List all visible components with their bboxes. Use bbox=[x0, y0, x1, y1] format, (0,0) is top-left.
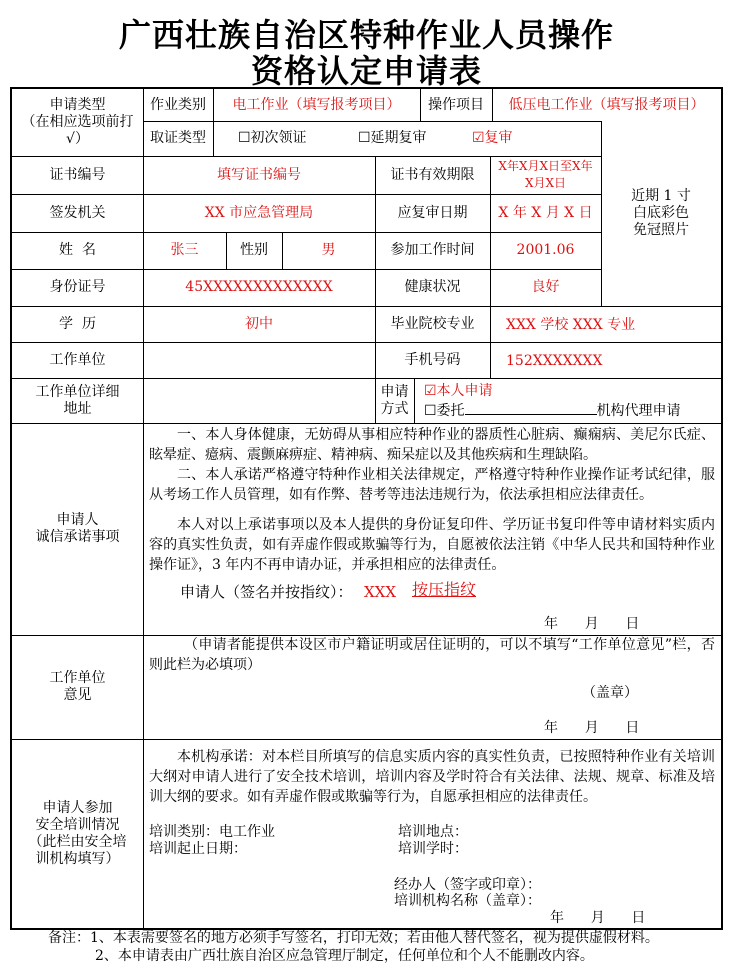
validity-label: 证书有效期限 bbox=[390, 166, 475, 183]
name-label: 姓 名 bbox=[59, 242, 96, 258]
pledge-label: 申请人 诚信承诺事项 bbox=[35, 512, 120, 545]
photo-placeholder: 近期 1 寸 白底彩色 免冠照片 bbox=[631, 188, 691, 238]
fingerprint-area[interactable]: 按压指纹 bbox=[412, 580, 477, 599]
form-title-line2: 资格认定申请表 bbox=[250, 52, 482, 90]
apply-method-label: 申请 方式 bbox=[380, 383, 409, 417]
review-date-label: 应复审日期 bbox=[397, 204, 468, 221]
pledge-date[interactable]: 年 月 日 bbox=[544, 616, 640, 632]
op-item-label: 操作项目 bbox=[428, 96, 484, 113]
entrust-blank[interactable] bbox=[465, 402, 597, 415]
work-category-value[interactable]: 电工作业（填写报考项目） bbox=[232, 96, 401, 113]
name-value[interactable]: 张三 bbox=[170, 242, 199, 258]
note-2: 2、本申请表由广西壮族自治区应急管理厅制定，任何单位和个人不能删改内容。 bbox=[95, 948, 594, 964]
application-form bbox=[10, 87, 723, 930]
signer-label: 申请人（签名并按指纹）： bbox=[180, 583, 353, 601]
pledge-paragraph-3: 本人对以上承诺事项以及本人提供的身份证复印件、学历证书复印件等申请材料实质内容的真实性负责，如有弄虚作假或欺骗等行为，自愿被依法注销《中华人民共和国特种作业操作证》，3 年内不再申请办证，并承担相应的法律责任。 bbox=[149, 517, 715, 573]
checkbox-initial[interactable]: ☐初次领证 bbox=[238, 130, 307, 146]
school-value[interactable]: XXX 学校 XXX 专业 bbox=[506, 317, 636, 333]
training-date[interactable]: 年 月 日 bbox=[550, 910, 646, 926]
id-value[interactable]: 45XXXXXXXXXXXXX bbox=[185, 279, 333, 295]
school-label: 毕业院校专业 bbox=[390, 315, 475, 332]
issuer-value[interactable]: XX 市应急管理局 bbox=[204, 204, 314, 221]
validity-value[interactable]: X年X月X日至X年X月X日 bbox=[498, 159, 593, 190]
edu-value[interactable]: 初中 bbox=[245, 315, 273, 332]
employer-addr-label: 工作单位详细地址 bbox=[35, 383, 120, 417]
employer-opinion-date[interactable]: 年 月 日 bbox=[544, 720, 640, 736]
health-value[interactable]: 良好 bbox=[531, 279, 560, 295]
training-category[interactable]: 培训类别：电工作业 bbox=[149, 824, 275, 840]
checkbox-extension[interactable]: ☐延期复审 bbox=[358, 130, 427, 146]
training-org[interactable]: 培训机构名称（盖章）： bbox=[394, 893, 541, 909]
employer-opinion-text: （申请者能提供本设区市户籍证明或居住证明的，可以不填写“工作单位意见”栏，否则此栏为必填项） bbox=[149, 637, 715, 673]
employer-label: 工作单位 bbox=[49, 351, 106, 368]
op-item-value[interactable]: 低压电工作业（填写报考项目） bbox=[508, 96, 705, 113]
cert-no-label: 证书编号 bbox=[49, 166, 106, 183]
cert-no-value[interactable]: 填写证书编号 bbox=[217, 166, 301, 183]
training-hours[interactable]: 培训学时： bbox=[398, 841, 468, 857]
employer-seal[interactable]: （盖章） bbox=[582, 685, 638, 701]
pledge-paragraph-2: 二、本人承诺严格遵守特种作业相关法律规定，严格遵守特种作业操作证考试纪律，服从考场工作人员管理，如有作弊、替考等违法违规行为，依法承担相应法律责任。 bbox=[149, 467, 715, 503]
work-category-label: 作业类别 bbox=[150, 96, 206, 113]
checkbox-self-apply[interactable]: ☑本人申请 bbox=[424, 383, 493, 399]
work-start-value[interactable]: 2001.06 bbox=[516, 242, 575, 258]
gender-value[interactable]: 男 bbox=[321, 242, 336, 258]
gender-label: 性别 bbox=[240, 242, 268, 258]
employer-opinion-label: 工作单位 意见 bbox=[49, 670, 106, 703]
pledge-paragraph-1: 一、本人身体健康，无妨碍从事相应特种作业的器质性心脏病、癫痫病、美尼尔氏症、眩晕症、癔病、震颤麻痹症、精神病、痴呆症以及其他疾病和生理缺陷。 bbox=[149, 427, 715, 463]
apply-type-label: 申请类型 （在相应选项前打√） bbox=[21, 97, 134, 147]
training-label: 申请人参加 安全培训情况 （此栏由安全培训机构填写） bbox=[28, 799, 127, 867]
employer-value[interactable] bbox=[143, 342, 375, 378]
health-label: 健康状况 bbox=[404, 279, 461, 295]
cert-type-label: 取证类型 bbox=[150, 130, 206, 146]
training-pledge-text: 本机构承诺：对本栏目所填写的信息实质内容的真实性负责，已按照特种作业有关培训大纲对申请人进行了安全技术培训，培训内容及学时符合有关法律、法规、规章、标准及培训大纲的要求。如有弄虚作假或欺骗等行为，自愿承担相应的法律责任。 bbox=[149, 749, 715, 805]
training-period[interactable]: 培训起止日期： bbox=[149, 841, 247, 857]
form-title-line1: 广西壮族自治区特种作业人员操作 bbox=[118, 16, 614, 54]
employer-addr-value[interactable] bbox=[143, 378, 375, 423]
note-1: 备注：1、本表需要签名的地方必须手写签名，打印无效；若由他人替代签名，视为提供虚假材料。 bbox=[48, 930, 659, 946]
work-start-label: 参加工作时间 bbox=[390, 242, 475, 258]
training-location[interactable]: 培训地点： bbox=[398, 824, 468, 840]
checkbox-review[interactable]: ☑复审 bbox=[472, 130, 513, 146]
phone-label: 手机号码 bbox=[404, 351, 461, 368]
phone-value[interactable]: 152XXXXXXX bbox=[506, 353, 603, 369]
checkbox-entrust[interactable]: ☐委托 机构代理申请 bbox=[424, 403, 681, 419]
issuer-label: 签发机关 bbox=[49, 204, 106, 221]
training-handler[interactable]: 经办人（签字或印章）： bbox=[394, 877, 541, 893]
signer-value[interactable]: XXX bbox=[364, 583, 397, 601]
edu-label: 学 历 bbox=[59, 315, 96, 332]
id-label: 身份证号 bbox=[49, 279, 106, 295]
review-date-value[interactable]: X 年 X 月 X 日 bbox=[498, 204, 593, 221]
